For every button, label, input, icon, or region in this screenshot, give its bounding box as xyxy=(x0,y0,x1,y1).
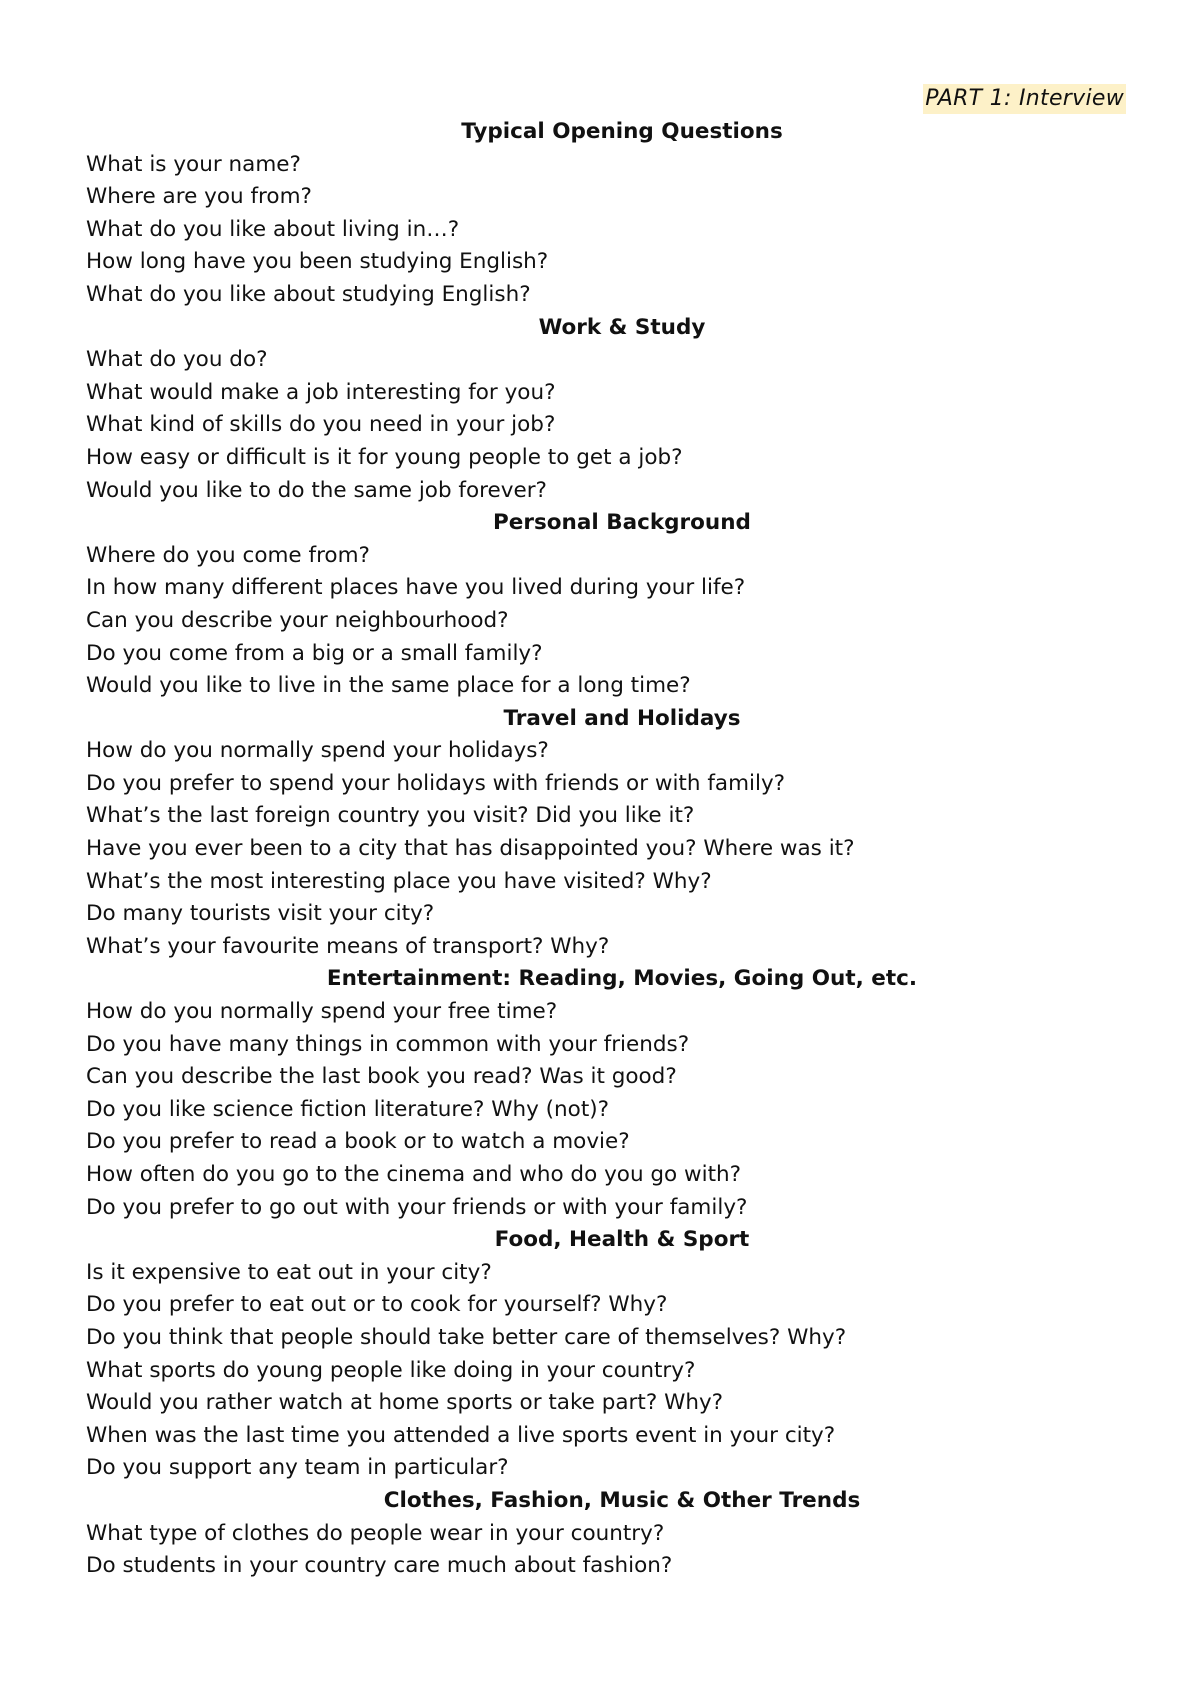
question-item: Do you prefer to spend your holidays with friends or with family? xyxy=(86,770,786,796)
question-item: What kind of skills do you need in your job? xyxy=(86,412,556,438)
question-item: Do you prefer to eat out or to cook for yourself? Why? xyxy=(86,1292,668,1318)
question-item: Where are you from? xyxy=(86,184,312,210)
question-item: Where do you come from? xyxy=(86,542,370,568)
questions-list xyxy=(86,116,1126,1583)
question-item: Have you ever been to a city that has disappointed you? Where was it? xyxy=(86,836,855,862)
section-heading: Clothes, Fashion, Music & Other Trends xyxy=(383,1487,861,1513)
question-item: What is your name? xyxy=(86,151,301,177)
question-item: Can you describe your neighbourhood? xyxy=(86,607,509,633)
question-item: What sports do young people like doing in your country? xyxy=(86,1357,696,1383)
question-item: What’s the last foreign country you visit? Did you like it? xyxy=(86,803,695,829)
question-item: What would make a job interesting for you? xyxy=(86,379,556,405)
question-item: Would you like to do the same job forever? xyxy=(86,477,547,503)
question-item: Can you describe the last book you read? Was it good? xyxy=(86,1064,677,1090)
part-label: PART 1: Interview xyxy=(923,84,1126,114)
question-item: Is it expensive to eat out in your city? xyxy=(86,1259,492,1285)
question-item: How do you normally spend your free time? xyxy=(86,999,558,1025)
question-item: What type of clothes do people wear in your country? xyxy=(86,1520,665,1546)
section-heading: Food, Health & Sport xyxy=(494,1227,750,1253)
question-item: Would you rather watch at home sports or take part? Why? xyxy=(86,1390,724,1416)
question-item: How long have you been studying English? xyxy=(86,249,549,275)
section-heading: Personal Background xyxy=(493,510,751,536)
question-item: How often do you go to the cinema and who do you go with? xyxy=(86,1162,742,1187)
section-heading: Entertainment: Reading, Movies, Going Out, etc. xyxy=(326,966,918,992)
question-item: Do you like science fiction literature? Why (not)? xyxy=(86,1096,610,1122)
question-item: What’s the most interesting place you have visited? Why? xyxy=(86,868,712,894)
question-item: When was the last time you attended a live sports event in your city? xyxy=(86,1422,836,1448)
question-item: How do you normally spend your holidays? xyxy=(86,738,549,764)
question-item: How easy or difficult is it for young people to get a job? xyxy=(86,444,683,470)
question-item: Do you support any team in particular? xyxy=(86,1455,509,1481)
question-item: Do you think that people should take better care of themselves? Why? xyxy=(86,1324,847,1350)
question-item: Do you prefer to go out with your friends or with your family? xyxy=(86,1194,748,1220)
question-item: Do you come from a big or a small family? xyxy=(86,640,543,666)
section-heading: Work & Study xyxy=(538,314,706,340)
question-item: Do many tourists visit your city? xyxy=(86,901,435,927)
question-item: What do you do? xyxy=(86,347,268,373)
section-heading: Travel and Holidays xyxy=(503,705,741,731)
question-item: What do you like about living in…? xyxy=(86,216,460,242)
question-item: Would you like to live in the same place for a long time? xyxy=(86,673,691,699)
question-item: In how many different places have you lived during your life? xyxy=(86,575,746,601)
section-heading: Typical Opening Questions xyxy=(461,119,783,144)
question-item: Do you prefer to read a book or to watch a movie? xyxy=(86,1129,630,1155)
question-item: Do students in your country care much about fashion? xyxy=(86,1553,673,1579)
question-item: Do you have many things in common with your friends? xyxy=(86,1031,690,1057)
question-item: What’s your favourite means of transport? Why? xyxy=(86,933,610,959)
question-item: What do you like about studying English? xyxy=(86,281,531,307)
